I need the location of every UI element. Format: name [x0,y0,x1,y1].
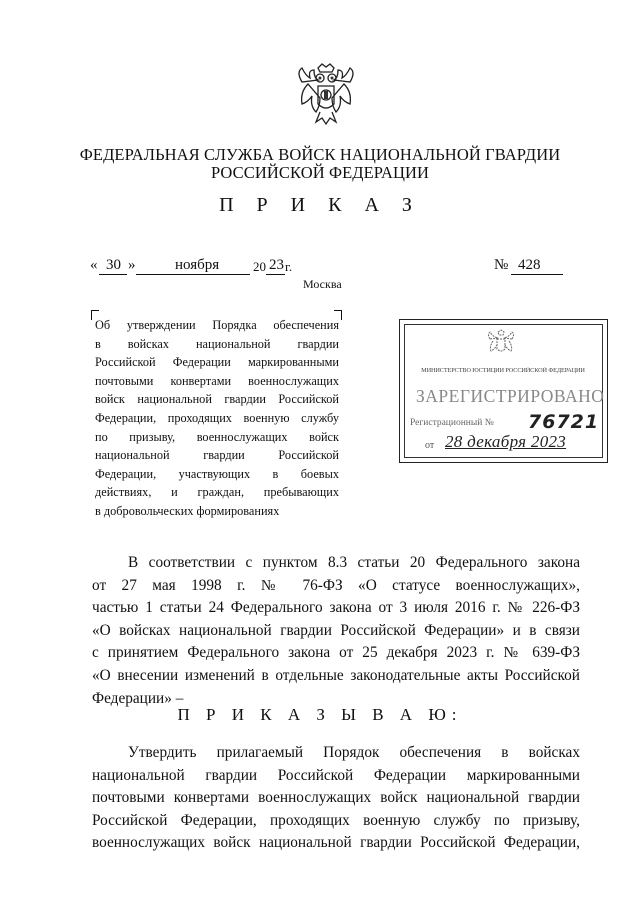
preamble-line: с принятием Федерального закона от 25 декабря 2023 г. № 639-ФЗ [92,644,580,662]
date-month: ноября [175,257,220,273]
order-subject [95,316,339,521]
subject-line: почтовыми конвертами военнослужащих [95,373,339,388]
day-underline [99,274,127,275]
preamble-line: В соответствии с пунктом 8.3 статьи 20 Федерального закона [128,554,580,571]
coat-of-arms-emblem [294,62,358,128]
city: Москва [303,277,342,291]
number-underline [511,274,563,275]
subject-line: Российской Федерации маркированными [95,355,339,370]
order-word-heading: П Р И К А З Ы В А Ю: [177,705,463,724]
subject-line: Об утверждении Порядка обеспечения [95,318,339,332]
month-underline [136,274,250,275]
date-open-quote: « [90,257,98,273]
year-underline [266,274,285,275]
preamble-paragraph [92,552,580,710]
order-line: Утвердить прилагаемый Порядок обеспечения в войсках [128,744,580,761]
date-day: 30 [106,257,121,273]
subject-line: войск национальной гвардии Российской [95,392,339,407]
order-paragraph [92,742,580,855]
stamp-status: ЗАРЕГИСТРИРОВАНО [416,386,605,406]
preamble-line: «О войсках национальной гвардии Российской Федерации» и в связи [92,621,580,639]
preamble-line: от 27 мая 1998 г. № 76-ФЗ «О статусе военнослужащих», [92,576,580,594]
order-line: Российской Федерации, проходящих военную службу по призыву, [92,811,580,829]
order-number-label: № [494,257,509,273]
subject-line: национальной гвардии Российской [95,448,339,463]
stamp-reg-label: Регистрационный № [410,418,494,428]
document-type-title: П Р И К А З [219,194,421,216]
subject-line: в войсках национальной гвардии [95,336,339,351]
order-line: почтовыми конвертами военнослужащих войск национальной гвардии [92,789,580,807]
date-close-quote: » [128,257,136,273]
subject-line: Федерации, участвующих в боевых [95,466,339,481]
date-year-suffix: г. [285,259,293,274]
agency-name-line1: ФЕДЕРАЛЬНАЯ СЛУЖБА ВОЙСК НАЦИОНАЛЬНОЙ ГВАРДИИ [79,145,561,164]
subject-line: по призыву, военнослужащих войск [95,429,339,444]
date-year: 23 [269,257,284,273]
stamp-reg-number: 76721 [528,411,600,433]
preamble-line: Федерации» – [92,689,184,707]
preamble-line: «О внесении изменений в отдельные законодательные акты Российской [92,666,580,684]
order-number: 428 [518,257,541,273]
subject-line: Федерации, проходящих военную службу [95,410,339,425]
order-line: военнослужащих войск национальной гвардии Российской Федерации, [92,834,580,852]
agency-name-line2: РОССИЙСКОЙ ФЕДЕРАЦИИ [210,163,430,182]
stamp-ministry-line: МИНИСТЕРСТВО ЮСТИЦИИ РОССИЙСКОЙ ФЕДЕРАЦИИ [421,367,585,374]
preamble-line: частью 1 статьи 24 Федерального закона от 3 июля 2016 г. № 226-ФЗ [92,599,580,617]
subject-line: в добровольческих формированиях [95,503,280,518]
subject-line: действиях, и граждан, пребывающих [95,485,339,500]
stamp-date-label: от [425,440,435,451]
order-line: национальной гвардии Российской Федерации маркированными [92,766,580,784]
stamp-date-handwritten: 28 декабря 2023 [445,432,567,451]
date-year-prefix: 20 [253,259,266,274]
stamp-emblem [486,329,516,359]
